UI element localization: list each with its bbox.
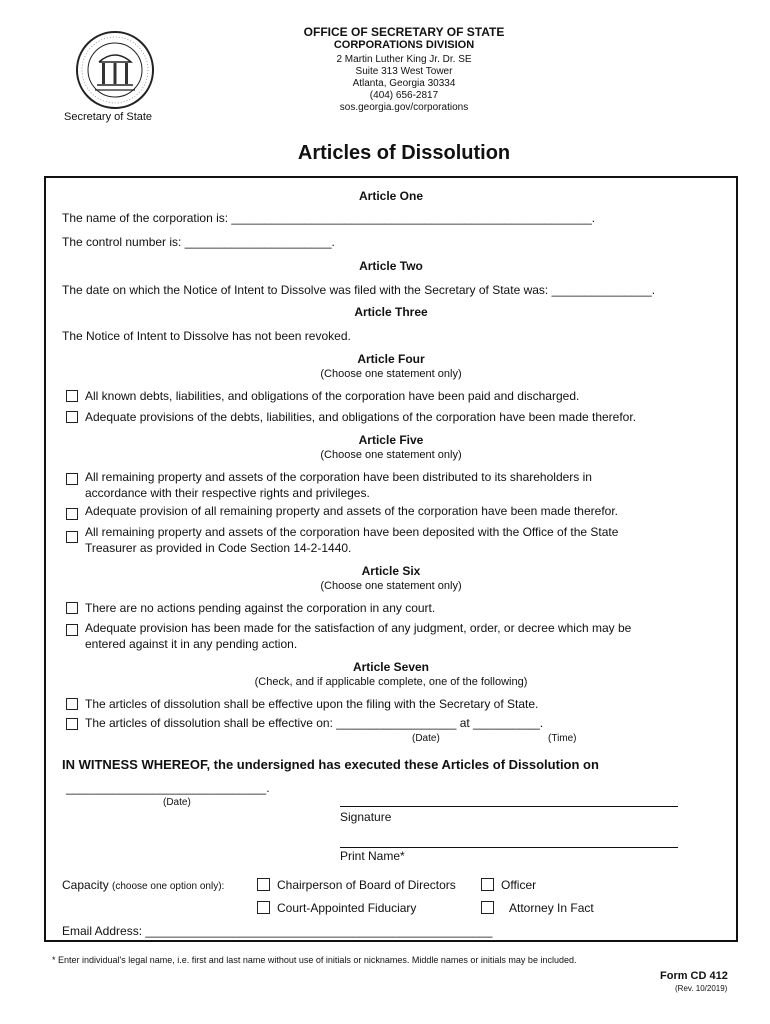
article-five-option-1-checkbox[interactable] <box>66 473 78 485</box>
article-four-option-2-checkbox[interactable] <box>66 411 78 423</box>
article-seven-option-1-checkbox[interactable] <box>66 698 78 710</box>
division-name: CORPORATIONS DIVISION <box>333 39 475 51</box>
signature-label: Signature <box>340 810 392 824</box>
effective-time-label: (Time) <box>548 733 577 744</box>
address-line-3: Atlanta, Georgia 30334 <box>352 78 456 89</box>
print-name-label: Print Name* <box>340 849 405 863</box>
article-five-option-2-checkbox[interactable] <box>66 508 78 520</box>
capacity-fiduciary-checkbox[interactable] <box>257 901 270 914</box>
article-six-option-2-checkbox[interactable] <box>66 624 78 636</box>
capacity-fiduciary-label: Court-Appointed Fiduciary <box>277 901 417 915</box>
article-seven-effective-date-field[interactable]: The articles of dissolution shall be effective on: __________________ at __________. <box>85 716 544 730</box>
capacity-officer-checkbox[interactable] <box>481 878 494 891</box>
article-seven-option-2-checkbox[interactable] <box>66 718 78 730</box>
capacity-chairperson-label: Chairperson of Board of Directors <box>277 878 456 892</box>
revision-date: (Rev. 10/2019) <box>675 984 728 993</box>
capacity-hint: (choose one option only): <box>112 881 225 892</box>
article-six-instruction: (Choose one statement only) <box>320 580 462 592</box>
article-three-text: The Notice of Intent to Dissolve has not been revoked. <box>62 329 351 343</box>
print-name-line[interactable] <box>340 847 678 848</box>
capacity-attorney-label: Attorney In Fact <box>509 901 594 915</box>
article-four-option-1-label: All known debts, liabilities, and obligations of the corporation have been paid and discharged. <box>85 389 580 403</box>
article-five-option-2-label: Adequate provision of all remaining property and assets of the corporation have been made therefor. <box>85 504 618 518</box>
notice-date-field[interactable]: The date on which the Notice of Intent to Dissolve was filed with the Secretary of State was: _______________. <box>62 283 656 297</box>
capacity-attorney-checkbox[interactable] <box>481 901 494 914</box>
article-six-option-1-label: There are no actions pending against the corporation in any court. <box>85 601 436 615</box>
article-six-heading: Article Six <box>361 564 421 578</box>
witness-date-label: (Date) <box>163 797 191 808</box>
office-name: OFFICE OF SECRETARY OF STATE <box>303 25 505 39</box>
legal-name-footnote: * Enter individual's legal name, i.e. first and last name without use of initials or nicknames. Middle names or initials may be included. <box>52 955 577 965</box>
address-line-2: Suite 313 West Tower <box>355 66 453 77</box>
capacity-officer-label: Officer <box>501 878 537 892</box>
article-two-heading: Article Two <box>359 259 423 273</box>
corporation-name-field[interactable]: The name of the corporation is: ______________________________________________________. <box>62 211 596 225</box>
control-number-field[interactable]: The control number is: ______________________. <box>62 235 335 249</box>
article-five-option-3-label: All remaining property and assets of the corporation have been deposited with the Office of the State <box>85 525 619 539</box>
effective-date-label: (Date) <box>412 733 440 744</box>
form-title: Articles of Dissolution <box>297 142 511 164</box>
witness-date-field[interactable]: ______________________________. <box>66 781 270 795</box>
article-four-option-2-label: Adequate provisions of the debts, liabilities, and obligations of the corporation have been made therefor. <box>85 410 637 424</box>
email-address-field[interactable]: Email Address: ____________________________________________________ <box>62 924 493 938</box>
article-seven-instruction: (Check, and if applicable complete, one of the following) <box>254 676 528 688</box>
article-six-option-2-label-cont: entered against it in any pending action. <box>85 637 298 651</box>
article-five-option-3-label-cont: Treasurer as provided in Code Section 14-2-1440. <box>85 541 352 555</box>
witness-statement: IN WITNESS WHEREOF, the undersigned has executed these Articles of Dissolution on <box>62 757 599 772</box>
article-five-option-3-checkbox[interactable] <box>66 531 78 543</box>
article-five-option-1-label: All remaining property and assets of the corporation have been distributed to its shareholders in <box>85 470 592 484</box>
article-five-option-1-label-cont: accordance with their respective rights and privileges. <box>85 486 370 500</box>
article-six-option-1-checkbox[interactable] <box>66 602 78 614</box>
capacity-chairperson-checkbox[interactable] <box>257 878 270 891</box>
signature-line[interactable] <box>340 806 678 807</box>
article-one-heading: Article One <box>358 189 424 203</box>
article-six-option-2-label: Adequate provision has been made for the satisfaction of any judgment, order, or decree which may be <box>85 621 632 635</box>
article-seven-heading: Article Seven <box>352 660 430 674</box>
article-seven-option-1-label: The articles of dissolution shall be effective upon the filing with the Secretary of State. <box>85 697 539 711</box>
form-number: Form CD 412 <box>660 970 728 982</box>
article-five-instruction: (Choose one statement only) <box>320 449 462 461</box>
capacity-label <box>62 878 224 892</box>
article-five-heading: Article Five <box>358 433 424 447</box>
seal-caption: Secretary of State <box>64 111 153 123</box>
article-four-option-1-checkbox[interactable] <box>66 390 78 402</box>
address-line-1: 2 Martin Luther King Jr. Dr. SE <box>336 54 472 65</box>
article-four-instruction: (Choose one statement only) <box>320 368 462 380</box>
article-four-heading: Article Four <box>357 352 425 366</box>
website: sos.georgia.gov/corporations <box>339 102 469 113</box>
capacity-label-text: Capacity <box>62 878 109 892</box>
article-three-heading: Article Three <box>354 305 428 319</box>
phone-number: (404) 656-2817 <box>369 90 439 101</box>
